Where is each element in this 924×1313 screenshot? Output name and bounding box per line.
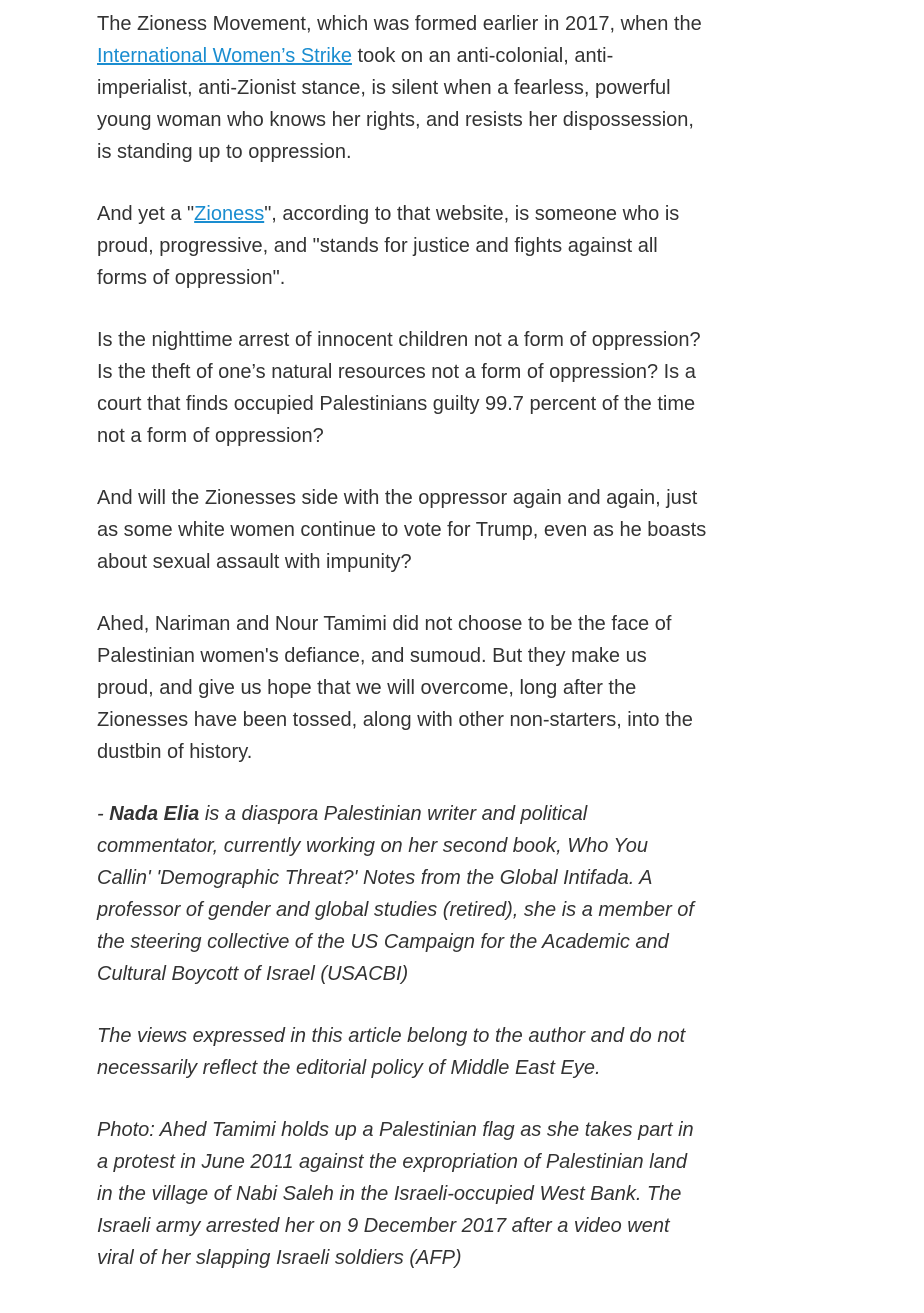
author-name: Nada Elia [109,803,200,825]
zioness-link[interactable]: Zioness [194,203,265,225]
article-body [97,8,707,1304]
paragraph-zioness-definition: And yet a "Zioness", according to that website, is someone who is proud, progressive, and "stands for justice and fights against all forms of oppression". [97,203,680,289]
paragraph-zionesses-side: And will the Zionesses side with the oppressor again and again, just as some white women continue to vote for Trump, even as he boasts about sexual assault with impunity? [97,487,707,573]
disclaimer: The views expressed in this article belong to the author and do not necessarily reflect the editorial policy of Middle East Eye. [97,1025,686,1079]
author-bio: - Nada Elia is a diaspora Palestinian writer and political commentator, currently working on her second book, Who You Callin' 'Demographic Threat?' Notes from the Global Intifada. A professor of gender and global studies (retired), she is a member of the steering collective of the US Campaign for the Academic and Cultural Boycott of Israel (USACBI) [97,803,694,985]
paragraph-tamimi: Ahed, Nariman and Nour Tamimi did not choose to be the face of Palestinian women's defiance, and sumoud. But they make us proud, and give us hope that we will overcome, long after the Zionesses have been tossed, along with other non-starters, into the dustbin of history. [97,613,693,763]
photo-caption: Photo: Ahed Tamimi holds up a Palestinian flag as she takes part in a protest in June 2011 against the expropriation of Palestinian land in the village of Nabi Saleh in the Israeli-occupied West Bank. The Israeli army arrested her on 9 December 2017 after a video went viral of her slapping Israeli soldiers (AFP) [97,1119,694,1269]
paragraph-oppression-questions: Is the nighttime arrest of innocent children not a form of oppression? Is the theft of one’s natural resources not a form of oppression? Is a court that finds occupied Palestinians guilty 99.7 percent of the time not a form of oppression? [97,329,701,447]
paragraph-zioness-movement: The Zioness Movement, which was formed earlier in 2017, when the International Women’s Strike took on an anti-colonial, anti-imperialist, anti-Zionist stance, is silent when a fearless, powerful young woman who knows her rights, and resists her dispossession, is standing up to oppression. [97,13,702,163]
international-womens-strike-link[interactable]: International Women’s Strike [97,45,352,67]
